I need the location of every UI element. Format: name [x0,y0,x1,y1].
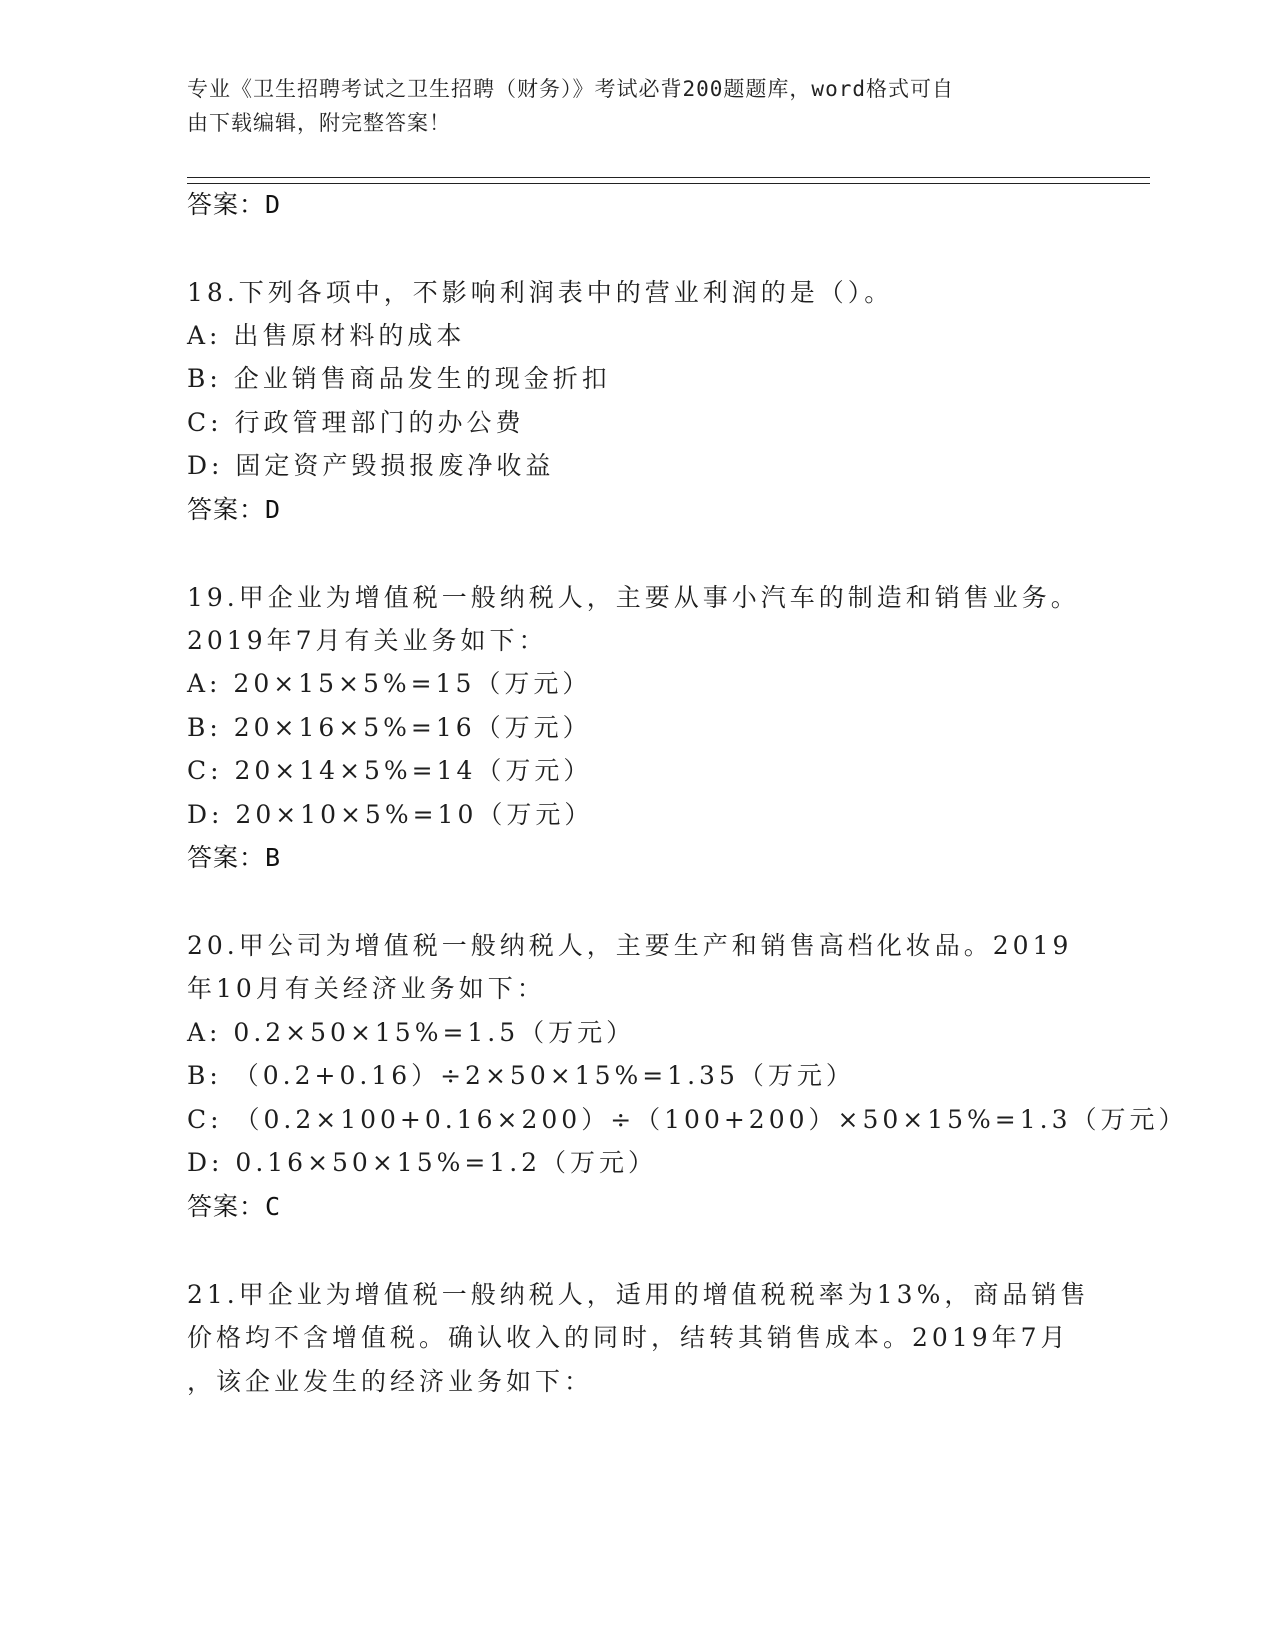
header-rule-bottom [187,183,1150,184]
question-19-text-line-2: 2019年7月有关业务如下： [187,626,548,655]
page-header [187,72,1067,140]
question-18-option-a: A: 出售原材料的成本 [187,321,466,350]
question-18-option-c: C: 行政管理部门的办公费 [187,408,525,437]
header-line-1: 专业《卫生招聘考试之卫生招聘（财务）》考试必背200题题库，word格式可自 [187,77,954,101]
question-20-text-line-2: 年10月有关经济业务如下： [187,974,546,1003]
question-20-option-c: C: （0.2×100+0.16×200）÷（100+200）×50×15%=1.3（万元） [187,1105,1188,1134]
question-20-text-line-1: 20.甲公司为增值税一般纳税人，主要生产和销售高档化妆品。2019 [187,931,1073,960]
answer-prev: 答案：D [187,190,282,219]
question-19-option-a: A: 20×15×5%=15（万元） [187,669,592,698]
question-21-text-line-3: ，该企业发生的经济业务如下： [187,1367,594,1396]
header-rule-top [187,177,1150,178]
question-21-text-line-1: 21.甲企业为增值税一般纳税人，适用的增值税税率为13%，商品销售 [187,1280,1090,1309]
question-19-option-b: B: 20×16×5%=16（万元） [187,713,592,742]
question-19-option-c: C: 20×14×5%=14（万元） [187,756,593,785]
question-19-text-line-1: 19.甲企业为增值税一般纳税人，主要从事小汽车的制造和销售业务。 [187,583,1080,612]
question-19-option-d: D: 20×10×5%=10（万元） [187,800,594,829]
question-18-option-d: D: 固定资产毁损报废净收益 [187,451,555,480]
question-18-text: 18.下列各项中，不影响利润表中的营业利润的是（）。 [187,278,894,307]
question-20-option-b: B: （0.2+0.16）÷2×50×15%=1.35（万元） [187,1061,855,1090]
question-19-answer: 答案：B [187,843,282,872]
question-21-text-line-2: 价格均不含增值税。确认收入的同时，结转其销售成本。2019年7月 [187,1323,1070,1352]
question-18-answer: 答案：D [187,495,282,524]
question-20-option-d: D: 0.16×50×15%=1.2（万元） [187,1148,658,1177]
question-18-option-b: B: 企业销售商品发生的现金折扣 [187,364,611,393]
header-line-2: 由下载编辑，附完整答案！ [187,111,451,135]
question-20-answer: 答案：C [187,1192,282,1221]
question-20-option-a: A: 0.2×50×15%=1.5（万元） [187,1018,636,1047]
